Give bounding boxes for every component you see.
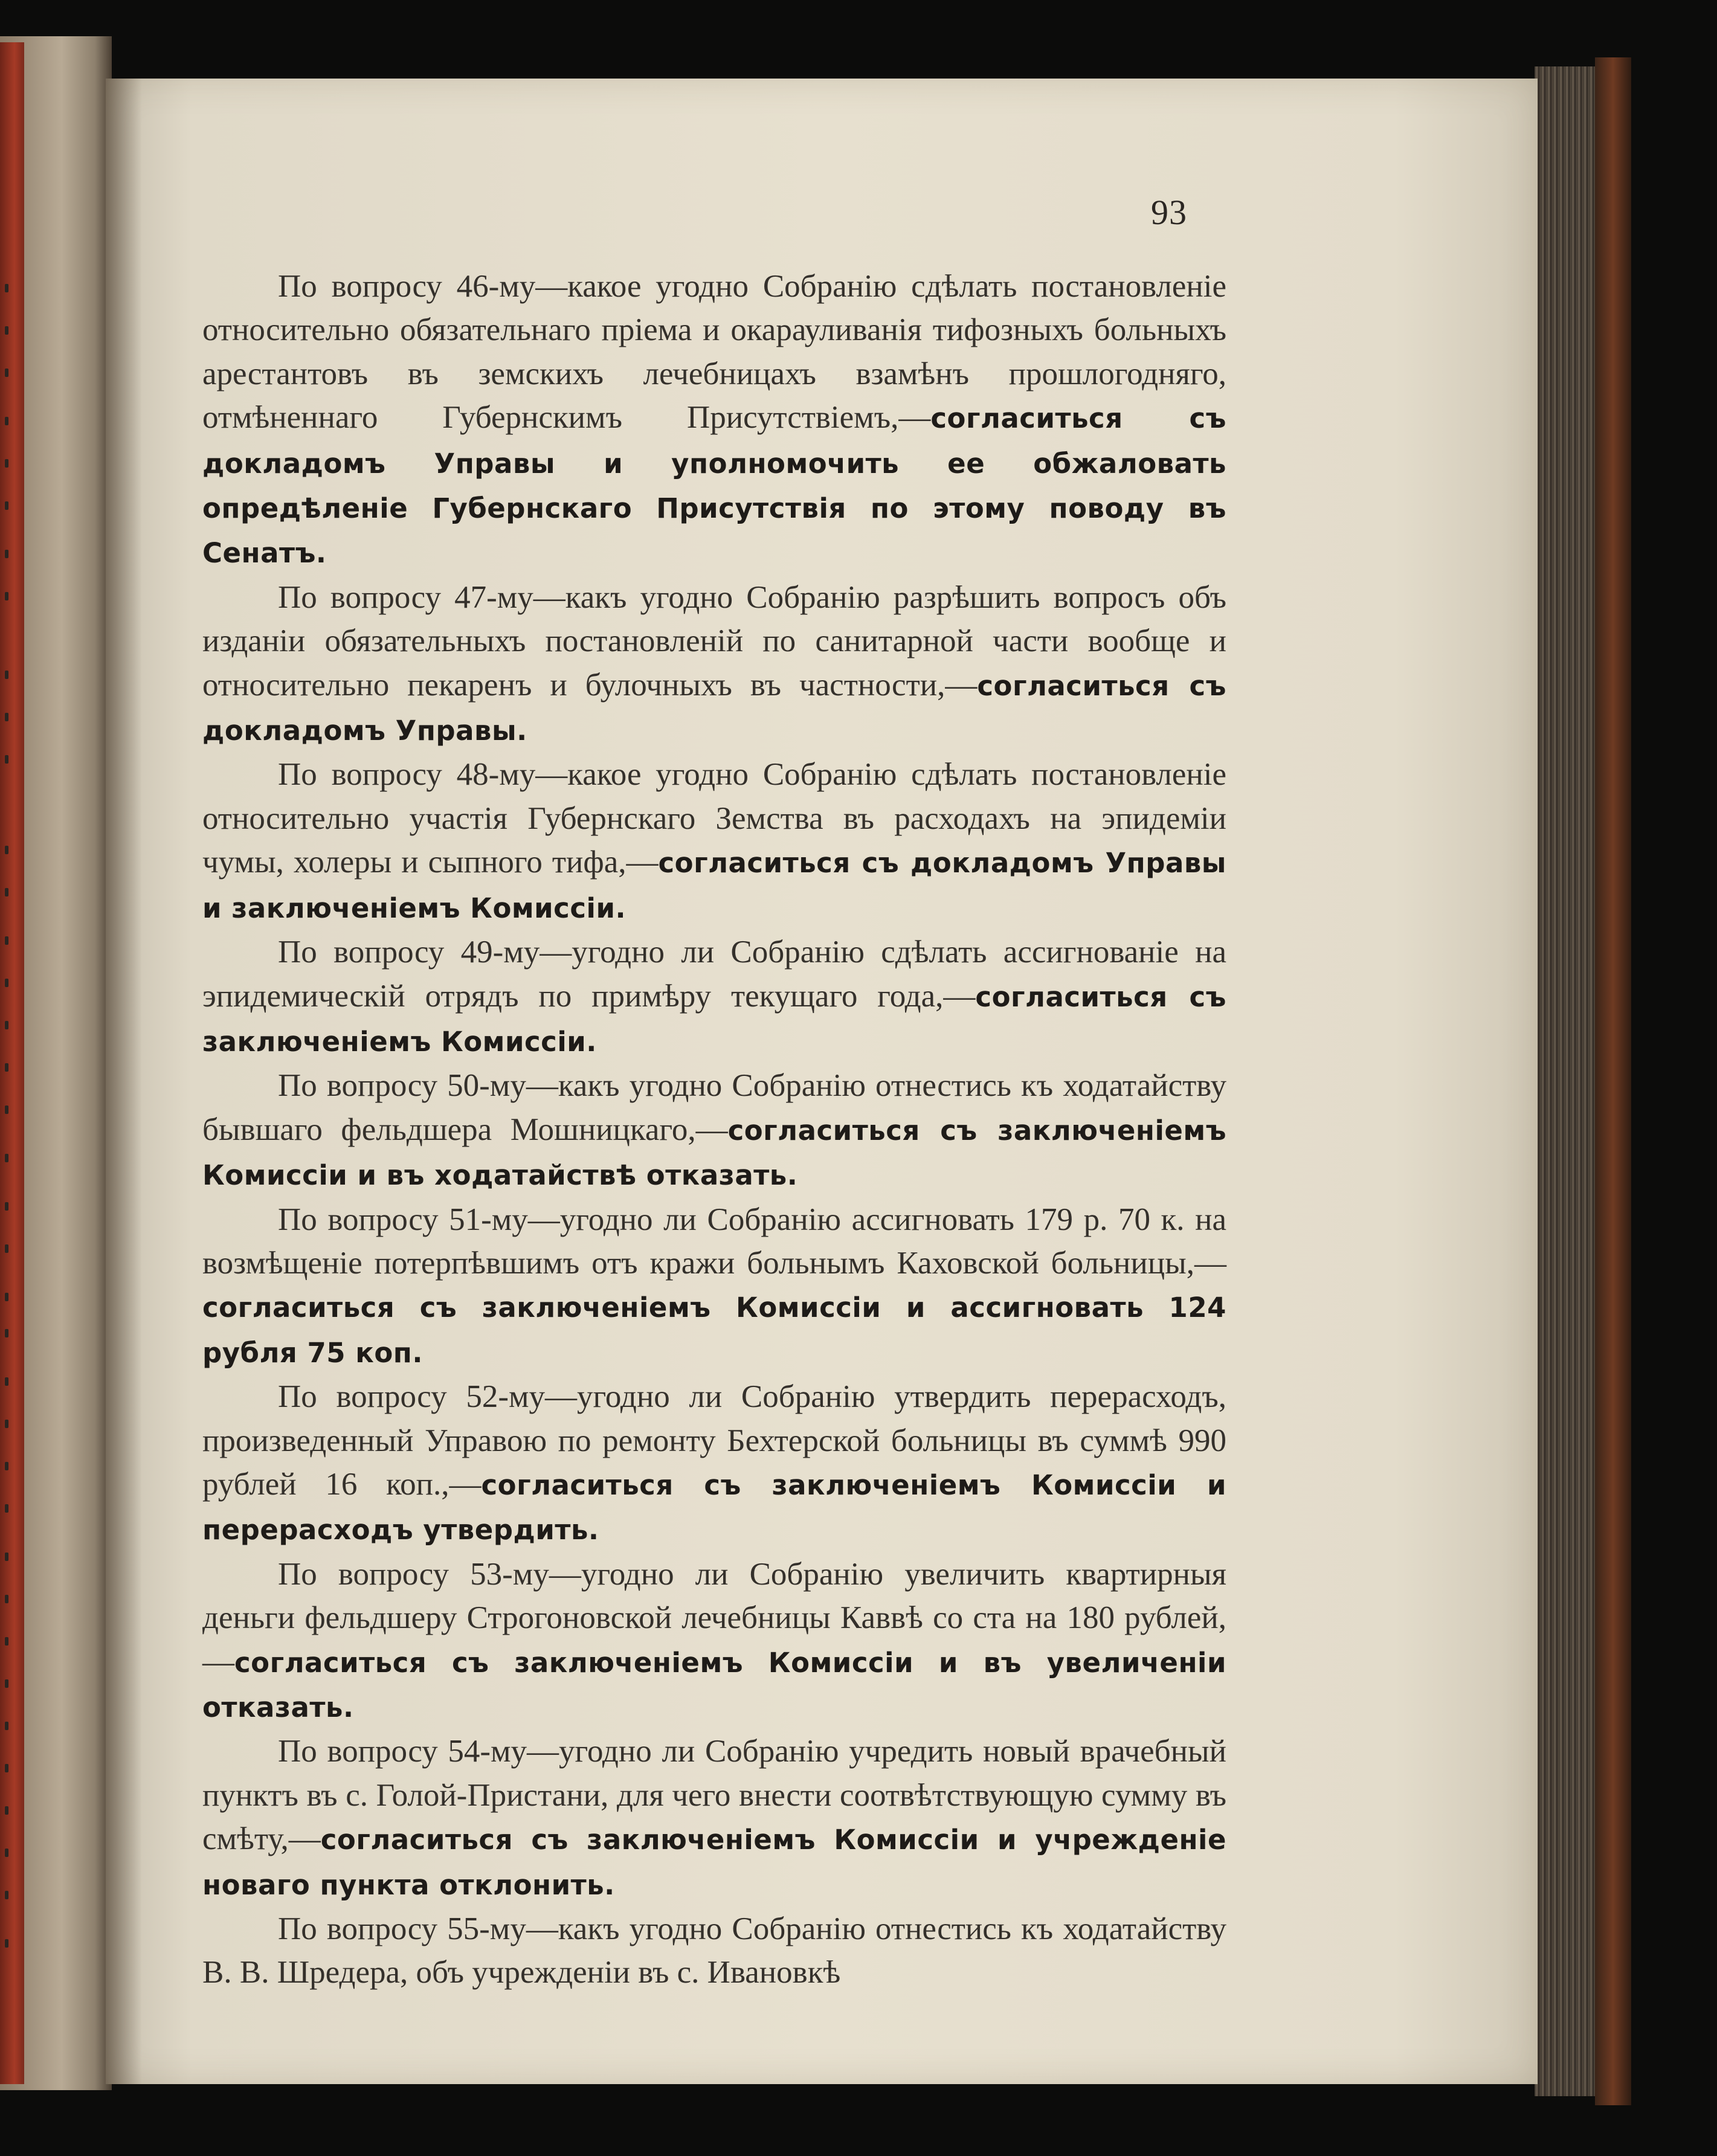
resolution-text: согласиться съ заключеніемъ Комиссіи и ассигновать 124 рубля 75 коп. bbox=[202, 1292, 1226, 1369]
question-text: По вопросу 47-му—какъ угодно Собранію разрѣшить вопросъ объ изданіи обязательныхъ постановленій по санитарной части вообще и относительно пекаренъ и булочныхъ въ частности,— bbox=[202, 579, 1226, 703]
paragraph-question-47 bbox=[202, 576, 1226, 753]
paragraph-question-46 bbox=[202, 265, 1226, 576]
resolution-text: согласиться съ заключеніемъ Комиссіи и въ ходатайствѣ отказать. bbox=[202, 1114, 1227, 1192]
book-cover-left bbox=[0, 42, 24, 2084]
page-body bbox=[202, 265, 1226, 1996]
page-edges-stack bbox=[1535, 66, 1601, 2096]
page-gutter-shadow bbox=[106, 79, 142, 2084]
question-text: По вопросу 55-му—какъ угодно Собранію отнестись къ ходатайству В. В. Шредера, объ учрежденіи въ с. Ивановкѣ bbox=[202, 1911, 1226, 1990]
book-cover-right bbox=[1595, 57, 1631, 2105]
paragraph-question-51 bbox=[202, 1198, 1226, 1376]
resolution-text: согласиться съ докладомъ Управы и заключеніемъ Комиссіи. bbox=[202, 847, 1226, 924]
paragraph-question-50 bbox=[202, 1064, 1226, 1197]
paragraph-question-49 bbox=[202, 930, 1226, 1064]
page-number: 93 bbox=[1151, 193, 1187, 232]
question-text: По вопросу 52-му—угодно ли Собранію утвердить перерасходъ, произведенный Управою по ремонту Бехтерской больницы въ суммѣ 990 рублей 16 коп.,— bbox=[202, 1379, 1226, 1502]
question-text: По вопросу 50-му—какъ угодно Собранію отнестись къ ходатайству бывшаго фельдшера Мошницкаго,— bbox=[202, 1068, 1226, 1147]
paragraph-question-53 bbox=[202, 1553, 1226, 1730]
question-text: По вопросу 46-му—какое угодно Собранію сдѣлать постановленіе относительно обязательнаго пріема и окарауливанія тифозныхъ больныхъ арестантовъ въ земскихъ лечебницахъ взамѣнъ прошлогодняго, отмѣненнаго Губернскимъ Присутствіемъ,— bbox=[202, 269, 1226, 436]
resolution-text: согласиться съ заключеніемъ Комиссіи и учрежденіе новаго пункта отклонить. bbox=[202, 1824, 1226, 1901]
resolution-text: согласиться съ докладомъ Управы и уполномочить ее обжаловать опредѣленіе Губернскаго Присутствія по этому поводу въ Сенатъ. bbox=[202, 402, 1226, 570]
paragraph-question-48 bbox=[202, 753, 1226, 930]
question-text: По вопросу 51-му—угодно ли Собранію ассигновать 179 р. 70 к. на возмѣщеніе потерпѣвшимъ отъ кражи больнымъ Каховской больницы,— bbox=[202, 1202, 1226, 1281]
paragraph-question-54 bbox=[202, 1730, 1226, 1907]
resolution-text: согласиться съ заключеніемъ Комиссіи и въ увеличеніи отказать. bbox=[202, 1646, 1226, 1723]
paragraph-question-52 bbox=[202, 1375, 1226, 1553]
paragraph-question-55 bbox=[202, 1907, 1226, 1996]
resolution-text: согласиться съ докладомъ Управы. bbox=[202, 669, 1226, 747]
question-text: По вопросу 48-му—какое угодно Собранію сдѣлать постановленіе относительно участія Губернскаго Земства въ расходахъ на эпидеміи чумы, холеры и сыпного тифа,— bbox=[202, 757, 1226, 880]
question-text: По вопросу 53-му—угодно ли Собранію увеличить квартирныя деньги фельдшеру Строгоновской лечебницы Каввѣ со ста на 180 рублей,— bbox=[202, 1556, 1226, 1679]
question-text: По вопросу 49-му—угодно ли Собранію сдѣлать ассигнованіе на эпидемическій отрядъ по примѣру текущаго года,— bbox=[202, 935, 1226, 1014]
resolution-text: согласиться съ заключеніемъ Комиссіи. bbox=[202, 980, 1226, 1058]
resolution-text: согласиться съ заключеніемъ Комиссіи и перерасходъ утвердить. bbox=[202, 1469, 1226, 1546]
question-text: По вопросу 54-му—угодно ли Собранію учредить новый врачебный пунктъ въ с. Голой-Пристани, для чего внести соотвѣтствующую сумму въ смѣту,— bbox=[202, 1734, 1226, 1857]
